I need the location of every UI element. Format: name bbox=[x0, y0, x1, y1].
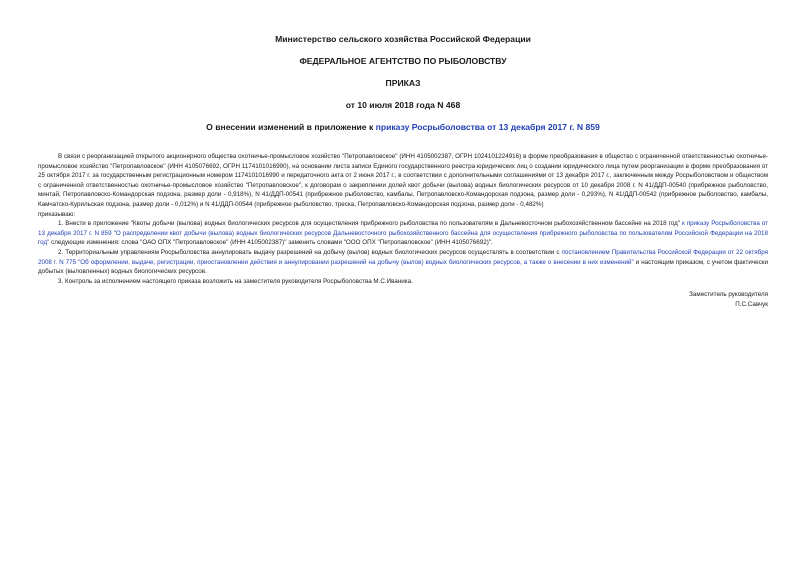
order-859-link[interactable]: приказу Росрыболовства от 13 декабря 2017 г. N 859 bbox=[375, 122, 600, 132]
preamble-paragraph: В связи с реорганизацией открытого акционерного общества охотничье-промысловое хозяйство "Петропавловское" (ИНН 4105002387, ОГРН 1024101224916) в форме преобразования в общество с ограниченной ответственностью охотничье-промысловое хозяйство "Петропавловское" (ИНН 4105076692, ОГРН 1174101016990), на основании листа записи Единого государственного реестра юридических лиц о создании юридического лица путем реорганизации в форме преобразования от 25 октября 2017 г. за государственным регистрационным номером 1174101016990 и передаточного акта от 2 июня 2017 г., в соответствии с дополнительными соглашениями от 13 декабря 2017 г., заключенным между Росрыболовством и обществом с ограниченной ответственностью охотничье-промысловое хозяйство "Петропавловское", к договорам о закреплении долей квот добычи (вылова) водных биологических ресурсов от 10 декабря 2008 г. N 41/ДДП-00540 (прибрежное рыболовство, минтай, Петропавловско-Командорская подзона, размер доли - 0,918%), N 41/ДДП-00541 (прибрежное рыболовство, камбалы, Петропавловско-Командорская подзона, размер доли - 0,293%), N 41/ДДП-00542 (прибрежное рыболовство, камбалы, Камчатско-Курильская подзона, размер доли - 0,012%) и N 41/ДДП-00544 (прибрежное рыболовство, треска, Петропавловско-Командорская подзона, размер доли - 0,482%) bbox=[38, 153, 768, 208]
document-page bbox=[38, 34, 768, 310]
signature-name: П.С.Савчук bbox=[735, 300, 768, 308]
item-2-link[interactable]: постановлением Правительства Российской Федерации от 22 октября 2008 г. N 775 "Об оформлении, выдаче, регистрации, приостановлении действия и аннулировании разрешений на добычу (вылов) водных биологических ресурсов, а также о внесении в них изменений" bbox=[38, 248, 768, 266]
signature-position: Заместитель руководителя bbox=[689, 291, 768, 299]
item-1-text-a: 1. Внести в приложение "Квоты добычи (вылова) водных биологических ресурсов для осуществления прибрежного рыболовства по пользователям в Дальневосточном рыбохозяйственном бассейне на 2018 год" bbox=[58, 220, 682, 228]
agency-title: ФЕДЕРАЛЬНОЕ АГЕНТСТВО ПО РЫБОЛОВСТВУ bbox=[299, 56, 507, 66]
doc-date-number: от 10 июля 2018 года N 468 bbox=[345, 100, 461, 110]
item-3: 3. Контроль за исполнением настоящего приказа возложить на заместителя руководителя Росрыболовства М.С.Иваника. bbox=[58, 277, 413, 285]
item-1-text-b: следующие изменения: слова "ОАО ОПХ "Петропавловское" (ИНН 4105002387)" заменить словами "ООО ОПХ "Петропавловское" (ИНН 4105076692)". bbox=[49, 239, 493, 247]
document-body bbox=[38, 152, 768, 286]
doc-type: ПРИКАЗ bbox=[385, 78, 421, 88]
ministry-title: Министерство сельского хозяйства Российской Федерации bbox=[275, 34, 531, 44]
item-1 bbox=[38, 219, 768, 248]
item-2-text-b: и настоящим приказом, с учетом фактически добытых (выловленных) водных биологических ресурсов. bbox=[38, 258, 768, 276]
item-1-link[interactable]: к приказу Росрыболовства от 13 декабря 2017 г. N 859 "О распределении квот добычи (вылова) водных биологических ресурсов Дальневосточного рыбохозяйственного бассейна для осуществления прибрежного рыболовства по пользователям Российской Федерации на 2018 год" bbox=[38, 220, 768, 247]
item-2 bbox=[38, 248, 768, 277]
doc-title bbox=[38, 122, 768, 132]
doc-title-prefix: О внесении изменений в приложение к bbox=[206, 122, 376, 132]
signature-block bbox=[38, 290, 768, 309]
order-word: приказываю: bbox=[38, 210, 76, 218]
item-2-text-a: 2. Территориальным управлениям Росрыболовства аннулировать выдачу разрешений на добычу (вылов) водных биологических ресурсов осуществлять в соответствии с bbox=[58, 248, 562, 256]
